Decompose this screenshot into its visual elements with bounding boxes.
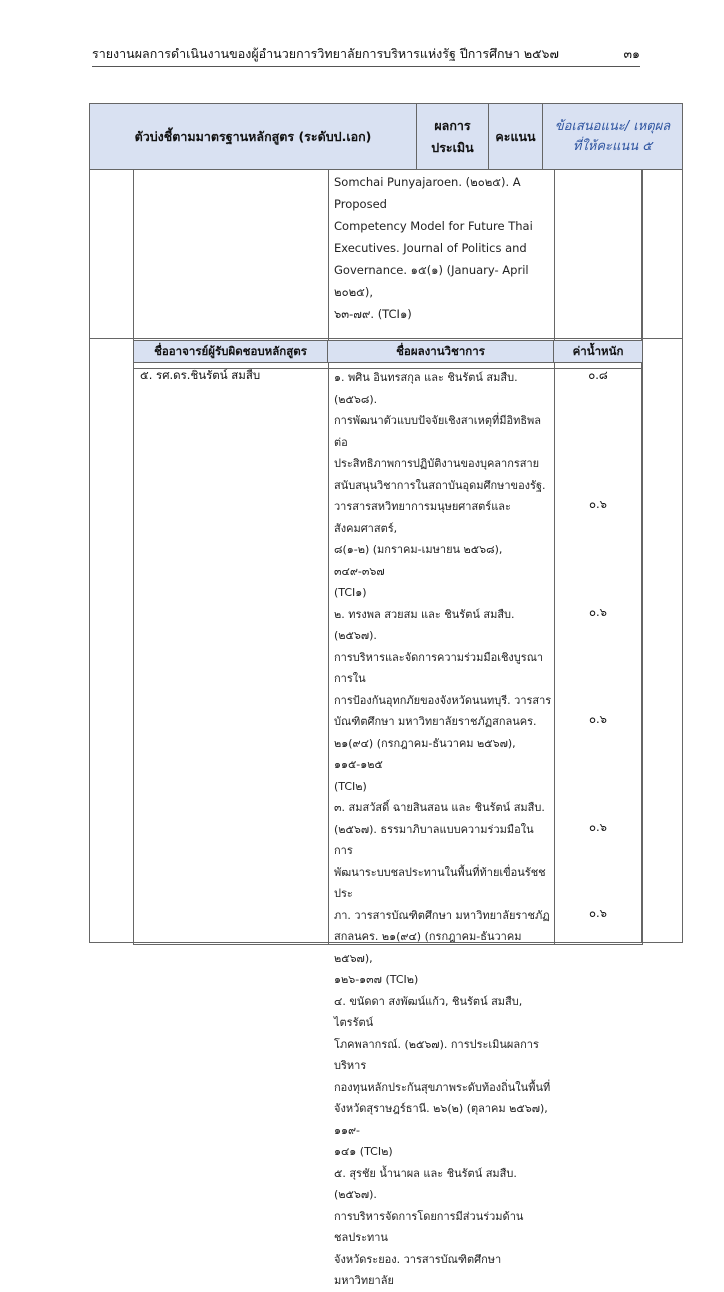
- work-line: ๓. สมสวัสดิ์ ฉายสินสอน และ ชินรัตน์ สมสืบ.: [334, 801, 545, 814]
- header-indicator: ตัวบ่งชี้ตามมาตรฐานหลักสูตร (ระดับป.เอก): [90, 104, 417, 169]
- inner2-divider-2: [554, 363, 555, 944]
- work-line: ๑๒๖-๑๓๗ (TCI๒): [334, 973, 419, 986]
- citation-line: Somchai Punyajaroen. (๒๐๒๕). A Proposed: [334, 175, 521, 211]
- weight-value: ๐.๖: [589, 906, 607, 920]
- work-line: ๒. ทรงพล สวยสม และ ชินรัตน์ สมสืบ. (๒๕๖๗).: [334, 607, 515, 642]
- header-suggestion-text: ข้อเสนอแนะ/ เหตุผลที่ให้คะแนน ๕: [554, 118, 671, 154]
- work-line: ภา. วารสารบัณฑิตศึกษา มหาวิทยาลัยราชภัฏ: [334, 908, 550, 922]
- work-line: การป้องกันอุทกภัยของจังหวัดนนทบุรี. วารสาร: [334, 693, 552, 707]
- academic-works: [334, 367, 552, 1292]
- work-line: (TCI๑): [334, 586, 367, 599]
- work-line: กองทุนหลักประกันสุขภาพระดับท้องถิ่นในพื้นที่: [334, 1080, 551, 1094]
- work-line: ๔. ขนัดดา สงพัฒน์แก้ว, ชินรัตน์ สมสืบ, ไตรรัตน์: [334, 994, 523, 1029]
- work-line: สกลนคร. ๒๑(๙๔) (กรกฎาคม-ธันวาคม ๒๕๖๗),: [334, 930, 522, 965]
- weight-value: ๐.๖: [589, 820, 607, 834]
- weight-value: ๐.๖: [589, 497, 607, 511]
- weight-value: ๐.๘: [588, 368, 608, 382]
- section-separator: [90, 338, 682, 339]
- work-line: (๒๕๖๗). ธรรมาภิบาลแบบความร่วมมือในการ: [334, 822, 534, 857]
- table-header-row: [90, 104, 682, 170]
- faculty-inner-table: [133, 340, 643, 1287]
- work-line: การพัฒนาตัวแบบปัจจัยเชิงสาเหตุที่มีอิทธิพลต่อ: [334, 414, 542, 449]
- header-rule: [92, 66, 640, 67]
- continued-citation: [334, 171, 552, 325]
- work-line: จังหวัดระยอง. วารสารบัณฑิตศึกษา มหาวิทยาลัย: [334, 1252, 502, 1287]
- work-line: ๒๑(๙๔) (กรกฎาคม-ธันวาคม ๒๕๖๗), ๑๑๕-๑๒๕: [334, 736, 516, 771]
- faculty-name: ๕. รศ.ดร.ชินรัตน์ สมสืบ: [140, 368, 261, 382]
- work-line: ๑. พศิน อินทรสกุล และ ชินรัตน์ สมสืบ. (๒๕๖๘).: [334, 371, 518, 406]
- work-line: จังหวัดสุราษฎร์ธานี. ๒๖(๒) (ตุลาคม ๒๕๖๗), ๑๑๙-: [334, 1102, 548, 1137]
- citation-line: Executives. Journal of Politics and: [334, 241, 527, 255]
- work-line: ๕. สุรชัย น้ำนาผล และ ชินรัตน์ สมสืบ. (๒๕๖๗).: [334, 1166, 517, 1201]
- work-line: วารสารสหวิทยาการมนุษยศาสตร์และสังคมศาสตร์,: [334, 500, 511, 535]
- page-number: ๓๑: [623, 46, 640, 61]
- work-line: บัณฑิตศึกษา มหาวิทยาลัยราชภัฏสกลนคร.: [334, 715, 537, 728]
- report-title: รายงานผลการดำเนินงานของผู้อำนวยการวิทยาลัยการบริหารแห่งรัฐ ปีการศึกษา ๒๕๖๗: [92, 46, 559, 61]
- col-weight: ค่าน้ำหนัก: [554, 341, 642, 363]
- page-header: [92, 40, 640, 68]
- col-faculty-name: ชื่ออาจารย์ผู้รับผิดชอบหลักสูตร: [134, 341, 328, 363]
- col-academic-work: ชื่อผลงานวิชาการ: [328, 341, 554, 363]
- inner2-divider-1: [328, 363, 329, 944]
- work-line: (TCI๒): [334, 779, 367, 793]
- assessment-table: [89, 103, 683, 1287]
- citation-line: ๖๓-๗๙. (TCI๑): [334, 307, 412, 321]
- work-line: การบริหารจัดการโดยการมีส่วนร่วมด้านชลประทาน: [334, 1209, 524, 1244]
- header-score: คะแนน: [489, 104, 543, 169]
- citation-line: Competency Model for Future Thai: [334, 219, 533, 233]
- work-line: สนับสนุนวิชาการในสถาบันอุดมศึกษาของรัฐ.: [334, 478, 546, 492]
- header-suggestion: [543, 104, 682, 169]
- continued-inner-table: [133, 169, 643, 369]
- citation-line: Governance. ๑๕(๑) (January- April ๒๐๒๕),: [334, 263, 529, 299]
- weight-value: ๐.๖: [589, 712, 607, 726]
- work-line: การบริหารและจัดการความร่วมมือเชิงบูรณาการใน: [334, 650, 544, 685]
- work-line: ๘(๑-๒) (มกราคม-เมษายน ๒๕๖๘), ๓๔๙-๓๖๗: [334, 543, 503, 578]
- header-result-text: ผลการประเมิน: [431, 117, 474, 155]
- work-line: ประสิทธิภาพการปฏิบัติงานของบุคลากรสาย: [334, 457, 540, 470]
- work-line: โภคพลากรณ์. (๒๕๖๗). การประเมินผลการบริหาร: [334, 1037, 539, 1072]
- header-result: [417, 104, 489, 169]
- weight-value: ๐.๖: [589, 605, 607, 619]
- work-line: ๑๔๑ (TCI๒): [334, 1145, 393, 1158]
- work-line: พัฒนาระบบชลประทานในพื้นที่ท้ายเขื่อนรัชชประ: [334, 865, 546, 900]
